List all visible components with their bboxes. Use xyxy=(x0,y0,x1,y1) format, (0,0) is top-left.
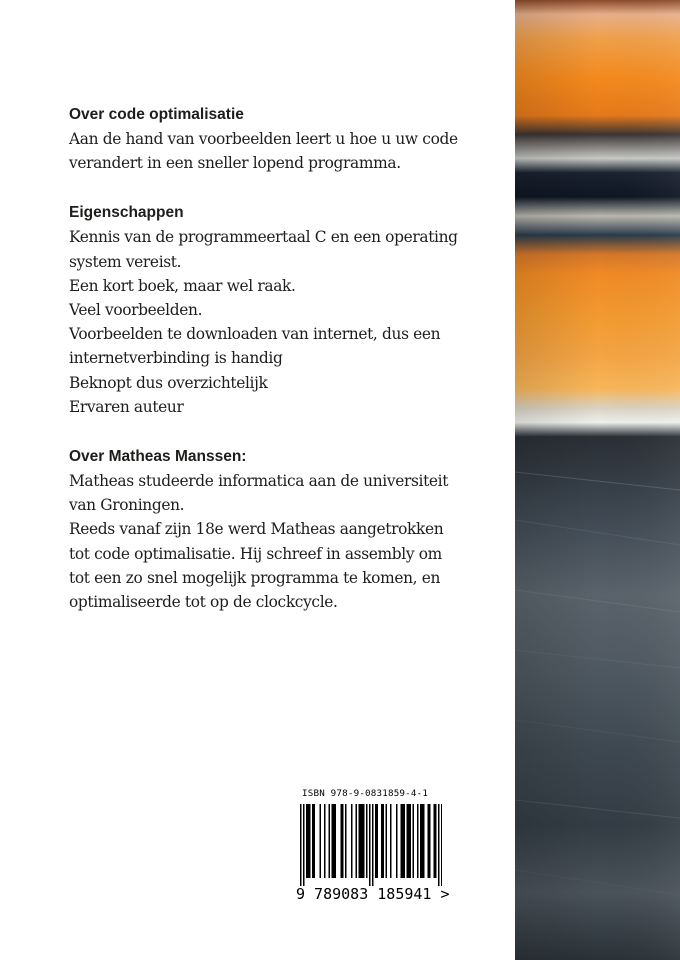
body-line: tot code optimalisatie. Hij schreef in assembly om xyxy=(69,544,442,563)
barcode-bar xyxy=(329,804,331,878)
section-heading: Over Matheas Manssen: xyxy=(69,448,247,466)
barcode-bar xyxy=(396,804,398,878)
barcode-bar xyxy=(314,804,316,878)
body-line: Matheas studeerde informatica aan de universiteit xyxy=(69,472,449,491)
barcode-bar xyxy=(410,804,412,878)
barcode-digits: 9 789083 185941 > xyxy=(296,885,450,903)
barcode-bar xyxy=(366,804,368,878)
cover-text xyxy=(69,103,489,640)
barcode-bar xyxy=(372,804,374,886)
body-line: Aan de hand van voorbeelden leert u hoe u uw code xyxy=(69,130,458,148)
body-line: Beknopt dus overzichtelijk xyxy=(69,373,268,392)
body-line: tot een zo snel mogelijk programma te komen, en xyxy=(69,568,441,587)
barcode-bar xyxy=(308,804,310,878)
barcode-bar xyxy=(320,804,322,878)
section-author xyxy=(69,445,489,614)
barcode-bar xyxy=(434,804,436,878)
barcode-bar xyxy=(390,804,392,878)
barcode-bar xyxy=(413,804,415,878)
body-line: optimaliseerde tot op de clockcycle. xyxy=(69,593,338,612)
body-line: Een kort boek, maar wel raak. xyxy=(69,276,296,295)
barcode-bar xyxy=(435,804,437,878)
barcode-bar xyxy=(420,804,422,878)
body-line: Veel voorbeelden. xyxy=(69,301,203,320)
barcode-bar xyxy=(417,804,419,878)
barcode-bar xyxy=(363,804,365,878)
barcode-bar xyxy=(303,804,305,886)
barcode-bar xyxy=(438,804,440,886)
barcode-bar xyxy=(306,804,308,878)
barcode-bar xyxy=(300,804,302,886)
barcode-bar xyxy=(335,804,337,878)
body-line: Reeds vanaf zijn 18e werd Matheas aangetrokken xyxy=(69,520,444,539)
body-line: Voorbeelden te downloaden van internet, dus een xyxy=(69,325,441,344)
barcode-bar xyxy=(369,804,371,886)
motion-blur-photo xyxy=(515,0,680,960)
barcode-bar xyxy=(360,804,362,878)
barcode-bar xyxy=(345,804,347,878)
barcode-bar xyxy=(404,804,406,878)
barcode-bar xyxy=(423,804,425,878)
section-code-optimization xyxy=(69,103,489,175)
barcode-bar xyxy=(359,804,361,878)
barcode-bar xyxy=(408,804,410,878)
body-line: Kennis van de programmeertaal C en een operating xyxy=(69,228,458,247)
barcode-bar xyxy=(351,804,353,878)
barcode-bar xyxy=(362,804,364,878)
barcode-bar xyxy=(407,804,409,878)
section-heading: Eigenschappen xyxy=(69,204,184,222)
barcode-bar xyxy=(422,804,424,878)
isbn-label: ISBN 978-9-0831859-4-1 xyxy=(302,788,429,799)
body-line: Ervaren auteur xyxy=(69,397,184,416)
barcode-bar xyxy=(381,804,383,878)
barcode-bar xyxy=(401,804,403,878)
barcode-bar xyxy=(341,804,343,878)
body-line: verandert in een sneller lopend programma. xyxy=(69,154,401,173)
body-line: internetverbinding is handig xyxy=(69,349,283,368)
barcode-bar xyxy=(332,804,334,878)
barcode-bar xyxy=(309,804,311,878)
barcode-bar xyxy=(333,804,335,878)
barcode-bars xyxy=(296,804,442,886)
section-heading: Over code optimalisatie xyxy=(69,106,244,123)
barcode-bar xyxy=(342,804,344,878)
isbn-barcode xyxy=(296,788,456,908)
barcode-bar xyxy=(402,804,404,878)
barcode-bar xyxy=(428,804,430,878)
barcode-bar xyxy=(383,804,385,878)
barcode-bar xyxy=(312,804,314,878)
body-line: system vereist. xyxy=(69,252,182,271)
barcode-bar xyxy=(324,804,326,878)
barcode-bar xyxy=(375,804,377,878)
section-features xyxy=(69,201,489,419)
barcode-bar xyxy=(441,804,442,886)
barcode-bar xyxy=(386,804,388,878)
body-line: van Groningen. xyxy=(69,496,185,515)
barcode-bar xyxy=(356,804,358,878)
barcode-bar xyxy=(377,804,379,878)
barcode-bar xyxy=(429,804,431,878)
